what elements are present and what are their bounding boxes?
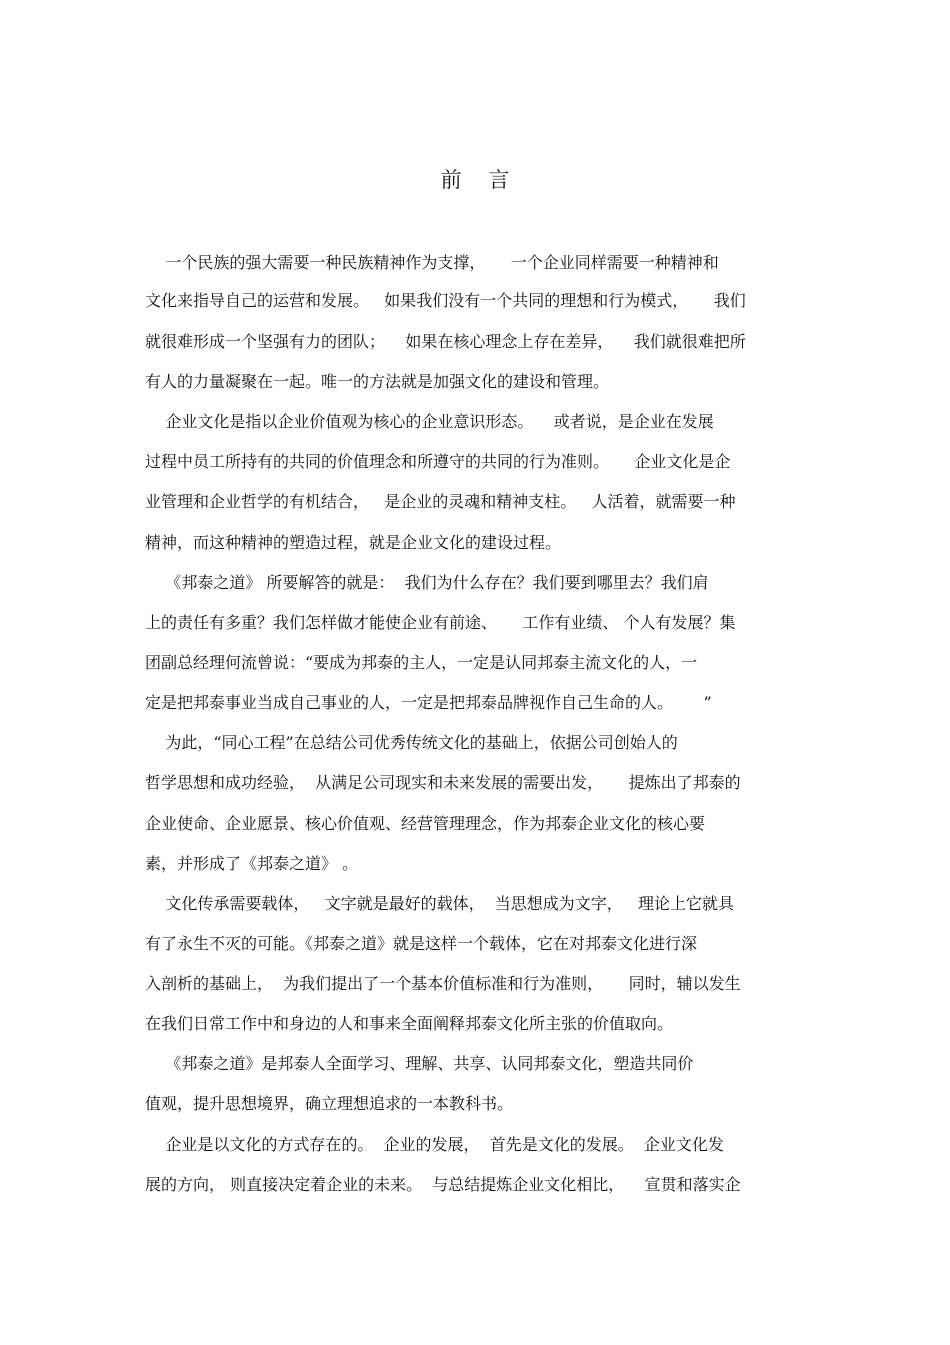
body-line: 企业使命、企业愿景、核心价值观、经营管理理念，作为邦泰企业文化的核心要	[145, 814, 706, 833]
body-line: 文化来指导自己的运营和发展。 如果我们没有一个共同的理想和行为模式， 我们	[145, 291, 746, 310]
page-title: 前 言	[440, 168, 510, 192]
body-line: 入剖析的基础上， 为我们提出了一个基本价值标准和行为准则， 同时，辅以发生	[145, 974, 741, 993]
body-line: 团副总经理何流曾说：“要成为邦泰的主人，一定是认同邦泰主流文化的人，一	[145, 653, 698, 672]
body-line: 值观，提升思想境界，确立理想追求的一本教科书。	[145, 1094, 514, 1113]
body-line: 《邦泰之道》是邦泰人全面学习、理解、共享、认同邦泰文化，塑造共同价	[145, 1054, 694, 1073]
body-line: 就很难形成一个坚强有力的团队； 如果在核心理念上存在差异， 我们就很难把所	[145, 332, 746, 351]
body-line: 文化传承需要载体， 文字就是最好的载体， 当思想成为文字， 理论上它就具	[145, 894, 735, 913]
body-line: 有人的力量凝聚在一起。唯一的方法就是加强文化的建设和管理。	[145, 372, 610, 391]
body-line: 企业文化是指以企业价值观为核心的企业意识形态。 或者说，是企业在发展	[145, 412, 714, 431]
body-line: 有了永生不灭的可能。《邦泰之道》就是这样一个载体，它在对邦泰文化进行深	[145, 934, 698, 953]
body-line: 《邦泰之道》 所要解答的就是： 我们为什么存在？我们要到哪里去？我们肩	[145, 573, 709, 592]
body-line: 企业是以文化的方式存在的。 企业的发展， 首先是文化的发展。 企业文化发	[145, 1135, 724, 1154]
body-line: 素，并形成了《邦泰之道》 。	[145, 854, 359, 873]
body-line: 上的责任有多重？我们怎样做才能使企业有前途、 工作有业绩、 个人有发展？集	[145, 613, 736, 632]
body-line: 在我们日常工作中和身边的人和事来全面阐释邦泰文化所主张的价值取向。	[145, 1014, 674, 1033]
body-line: 一个民族的强大需要一种民族精神作为支撑， 一个企业同样需要一种精神和	[145, 253, 719, 272]
body-line: 展的方向， 则直接决定着企业的未来。 与总结提炼企业文化相比， 宣贯和落实企	[145, 1175, 741, 1194]
body-line: 哲学思想和成功经验， 从满足公司现实和未来发展的需要出发， 提炼出了邦泰的	[145, 773, 741, 792]
body-line: 精神，而这种精神的塑造过程，就是企业文化的建设过程。	[145, 533, 562, 552]
body-line: 为此，“同心工程”在总结公司优秀传统文化的基础上，依据公司创始人的	[145, 733, 678, 752]
body-line: 定是把邦泰事业当成自己事业的人，一定是把邦泰品牌视作自己生命的人。 ”	[145, 693, 712, 712]
body-line: 过程中员工所持有的共同的价值理念和所遵守的共同的行为准则。 企业文化是企	[145, 452, 731, 471]
body-line: 业管理和企业哲学的有机结合， 是企业的灵魂和精神支柱。 人活着，就需要一种	[145, 492, 736, 511]
